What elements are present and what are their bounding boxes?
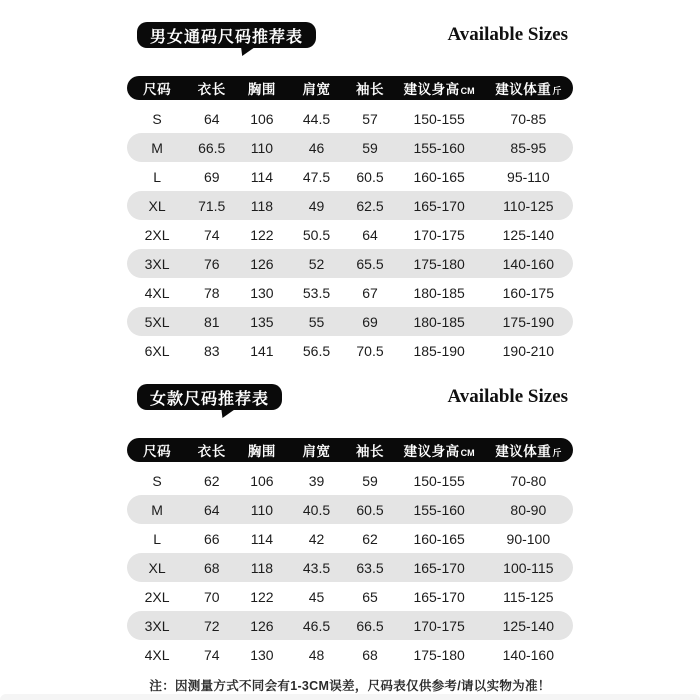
header-cell: 尺码 [143, 444, 172, 459]
table-cell: 56.5 [302, 342, 331, 359]
table-cell: 49 [308, 197, 325, 214]
table-cell: 65.5 [356, 255, 384, 272]
table-cell: 115-125 [503, 588, 554, 605]
table-cell: 60.5 [356, 501, 384, 518]
title-speech-bubble [137, 22, 316, 48]
header-cell: 衣长 [197, 82, 226, 97]
table-cell: 64 [203, 110, 220, 127]
table-cell: 50.5 [302, 226, 331, 243]
table-cell: 2XL [144, 588, 170, 605]
table-cell: 64 [203, 501, 220, 518]
table-header-row [127, 438, 573, 462]
table-row [127, 582, 573, 611]
table-cell: 90-100 [506, 530, 551, 547]
table-cell: 64 [362, 226, 378, 243]
table-cell: M [151, 501, 163, 518]
table-cell: 155-160 [413, 501, 465, 518]
table-row [127, 307, 573, 336]
table-cell: 83 [203, 342, 220, 359]
table-cell: 140-160 [502, 255, 555, 272]
table-cell: 135 [250, 313, 274, 330]
table-cell: 118 [250, 197, 274, 214]
table-cell: 62.5 [356, 197, 384, 214]
table-cell: 65 [362, 588, 378, 605]
table-cell: 66.5 [198, 139, 226, 156]
table-cell: 175-190 [502, 313, 555, 330]
header-cell: 肩宽 [302, 82, 331, 97]
table-cell: 62 [203, 472, 220, 489]
table-cell: 95-110 [507, 168, 550, 185]
table-row [127, 466, 573, 495]
table-row [127, 495, 573, 524]
table-cell: 69 [203, 168, 220, 185]
table-cell: M [151, 139, 163, 156]
table-row [127, 249, 573, 278]
section-title: 男女通码尺码推荐表 [150, 28, 304, 46]
table-cell: 80-90 [510, 501, 547, 518]
table-cell: 130 [250, 646, 274, 663]
table-cell: 175-180 [413, 255, 465, 272]
table-cell: 40.5 [302, 501, 331, 518]
table-cell: 125-140 [502, 617, 555, 634]
table-cell: 126 [250, 617, 274, 634]
table-cell: 74 [203, 226, 220, 243]
table-cell: 76 [203, 255, 220, 272]
table-cell: 185-190 [413, 342, 465, 359]
table-cell: 110 [250, 139, 274, 156]
table-cell: 6XL [144, 342, 170, 359]
table-cell: 175-180 [413, 646, 465, 663]
table-row [127, 278, 573, 307]
unit-label: 斤 [552, 86, 562, 96]
header-cell: 衣长 [197, 444, 226, 459]
table-cell: 70-85 [510, 110, 547, 127]
table-cell: 2XL [144, 226, 170, 243]
header-cell: 袖长 [356, 444, 385, 459]
available-sizes-label: Available Sizes [447, 24, 568, 45]
table-cell: 114 [250, 168, 274, 185]
table-cell: 180-185 [413, 284, 465, 301]
section-unisex-sizes [127, 20, 573, 365]
table-cell: 110 [250, 501, 274, 518]
table-cell: 4XL [144, 646, 170, 663]
table-cell: 114 [250, 530, 274, 547]
table-cell: 3XL [144, 617, 170, 634]
table-row [127, 553, 573, 582]
header-cell: 袖长 [356, 82, 385, 97]
table-cell: 60.5 [356, 168, 384, 185]
table-cell: 55 [308, 313, 325, 330]
table-cell: 68 [362, 646, 378, 663]
table-cell: 43.5 [302, 559, 331, 576]
table-cell: 39 [308, 472, 325, 489]
table-cell: 160-165 [413, 530, 465, 547]
table-row [127, 191, 573, 220]
table-cell: 66.5 [356, 617, 384, 634]
table-cell: 110-125 [503, 197, 554, 214]
section-women-sizes [127, 382, 573, 669]
table-cell: 141 [250, 342, 274, 359]
header-cell: 建议体重斤 [495, 82, 562, 97]
table-cell: 106 [250, 110, 274, 127]
table-cell: 42 [308, 530, 325, 547]
header-cell: 建议身高CM [403, 82, 475, 97]
table-cell: 70.5 [356, 342, 384, 359]
size-table-women [127, 438, 573, 669]
unit-label: CM [460, 448, 475, 458]
table-cell: 62 [362, 530, 378, 547]
table-cell: 160-165 [413, 168, 465, 185]
table-cell: 63.5 [356, 559, 384, 576]
table-row [127, 162, 573, 191]
table-cell: L [153, 530, 161, 547]
table-cell: 165-170 [413, 588, 465, 605]
measurement-footnote: 注：因测量方式不同会有1-3CM误差，尺码表仅供参考/请以实物为准！ [149, 679, 551, 693]
table-cell: 81 [203, 313, 220, 330]
table-cell: 150-155 [413, 110, 465, 127]
table-cell: 52 [308, 255, 325, 272]
table-cell: 106 [250, 472, 274, 489]
table-cell: 190-210 [502, 342, 555, 359]
section-header [127, 20, 573, 50]
table-cell: 68 [203, 559, 220, 576]
header-cell: 肩宽 [302, 444, 331, 459]
table-cell: XL [148, 559, 166, 576]
table-cell: 170-175 [413, 226, 465, 243]
table-cell: 44.5 [302, 110, 331, 127]
table-row [127, 220, 573, 249]
table-cell: 130 [250, 284, 274, 301]
unit-label: CM [460, 86, 475, 96]
table-row [127, 336, 573, 365]
section-title: 女款尺码推荐表 [150, 390, 270, 408]
table-cell: 46 [308, 139, 325, 156]
table-cell: 46.5 [302, 617, 331, 634]
table-cell: 45 [308, 588, 325, 605]
table-cell: 165-170 [413, 559, 465, 576]
table-row [127, 640, 573, 669]
header-cell: 尺码 [143, 82, 172, 97]
table-cell: 118 [250, 559, 274, 576]
table-cell: 125-140 [502, 226, 555, 243]
table-cell: 72 [203, 617, 220, 634]
table-cell: 126 [250, 255, 274, 272]
header-cell: 建议身高CM [403, 444, 475, 459]
table-cell: S [152, 110, 162, 127]
table-cell: 71.5 [198, 197, 226, 214]
table-cell: 85-95 [510, 139, 547, 156]
table-cell: 170-175 [413, 617, 465, 634]
header-cell: 胸围 [247, 82, 276, 97]
table-cell: 59 [362, 472, 378, 489]
table-cell: 155-160 [413, 139, 465, 156]
table-cell: 160-175 [502, 284, 555, 301]
bottom-edge-strip [0, 694, 700, 700]
table-cell: 53.5 [302, 284, 331, 301]
content-area [127, 0, 573, 694]
table-cell: 122 [250, 226, 274, 243]
table-cell: L [153, 168, 161, 185]
table-cell: 59 [362, 139, 378, 156]
table-cell: 57 [362, 110, 378, 127]
table-row [127, 133, 573, 162]
table-cell: 74 [203, 646, 220, 663]
table-cell: 70 [203, 588, 220, 605]
table-cell: 70-80 [510, 472, 547, 489]
header-cell: 建议体重斤 [495, 444, 562, 459]
table-cell: 122 [250, 588, 274, 605]
section-header [127, 382, 573, 412]
table-row [127, 104, 573, 133]
table-cell: 78 [203, 284, 220, 301]
table-cell: 4XL [144, 284, 170, 301]
table-row [127, 611, 573, 640]
table-cell: 180-185 [413, 313, 465, 330]
table-cell: XL [148, 197, 166, 214]
table-cell: 150-155 [413, 472, 465, 489]
table-cell: 100-115 [503, 559, 554, 576]
table-cell: 3XL [144, 255, 170, 272]
table-cell: 66 [203, 530, 220, 547]
title-speech-bubble [137, 384, 282, 410]
table-cell: 69 [362, 313, 378, 330]
unit-label: 斤 [552, 448, 562, 458]
header-cell: 胸围 [247, 444, 276, 459]
table-cell: 67 [362, 284, 378, 301]
table-cell: 165-170 [413, 197, 465, 214]
size-table-unisex [127, 76, 573, 365]
available-sizes-label: Available Sizes [447, 386, 568, 407]
table-cell: 5XL [144, 313, 170, 330]
table-cell: S [152, 472, 162, 489]
table-cell: 47.5 [302, 168, 331, 185]
table-row [127, 524, 573, 553]
table-header-row [127, 76, 573, 100]
table-cell: 48 [308, 646, 325, 663]
table-cell: 140-160 [502, 646, 555, 663]
